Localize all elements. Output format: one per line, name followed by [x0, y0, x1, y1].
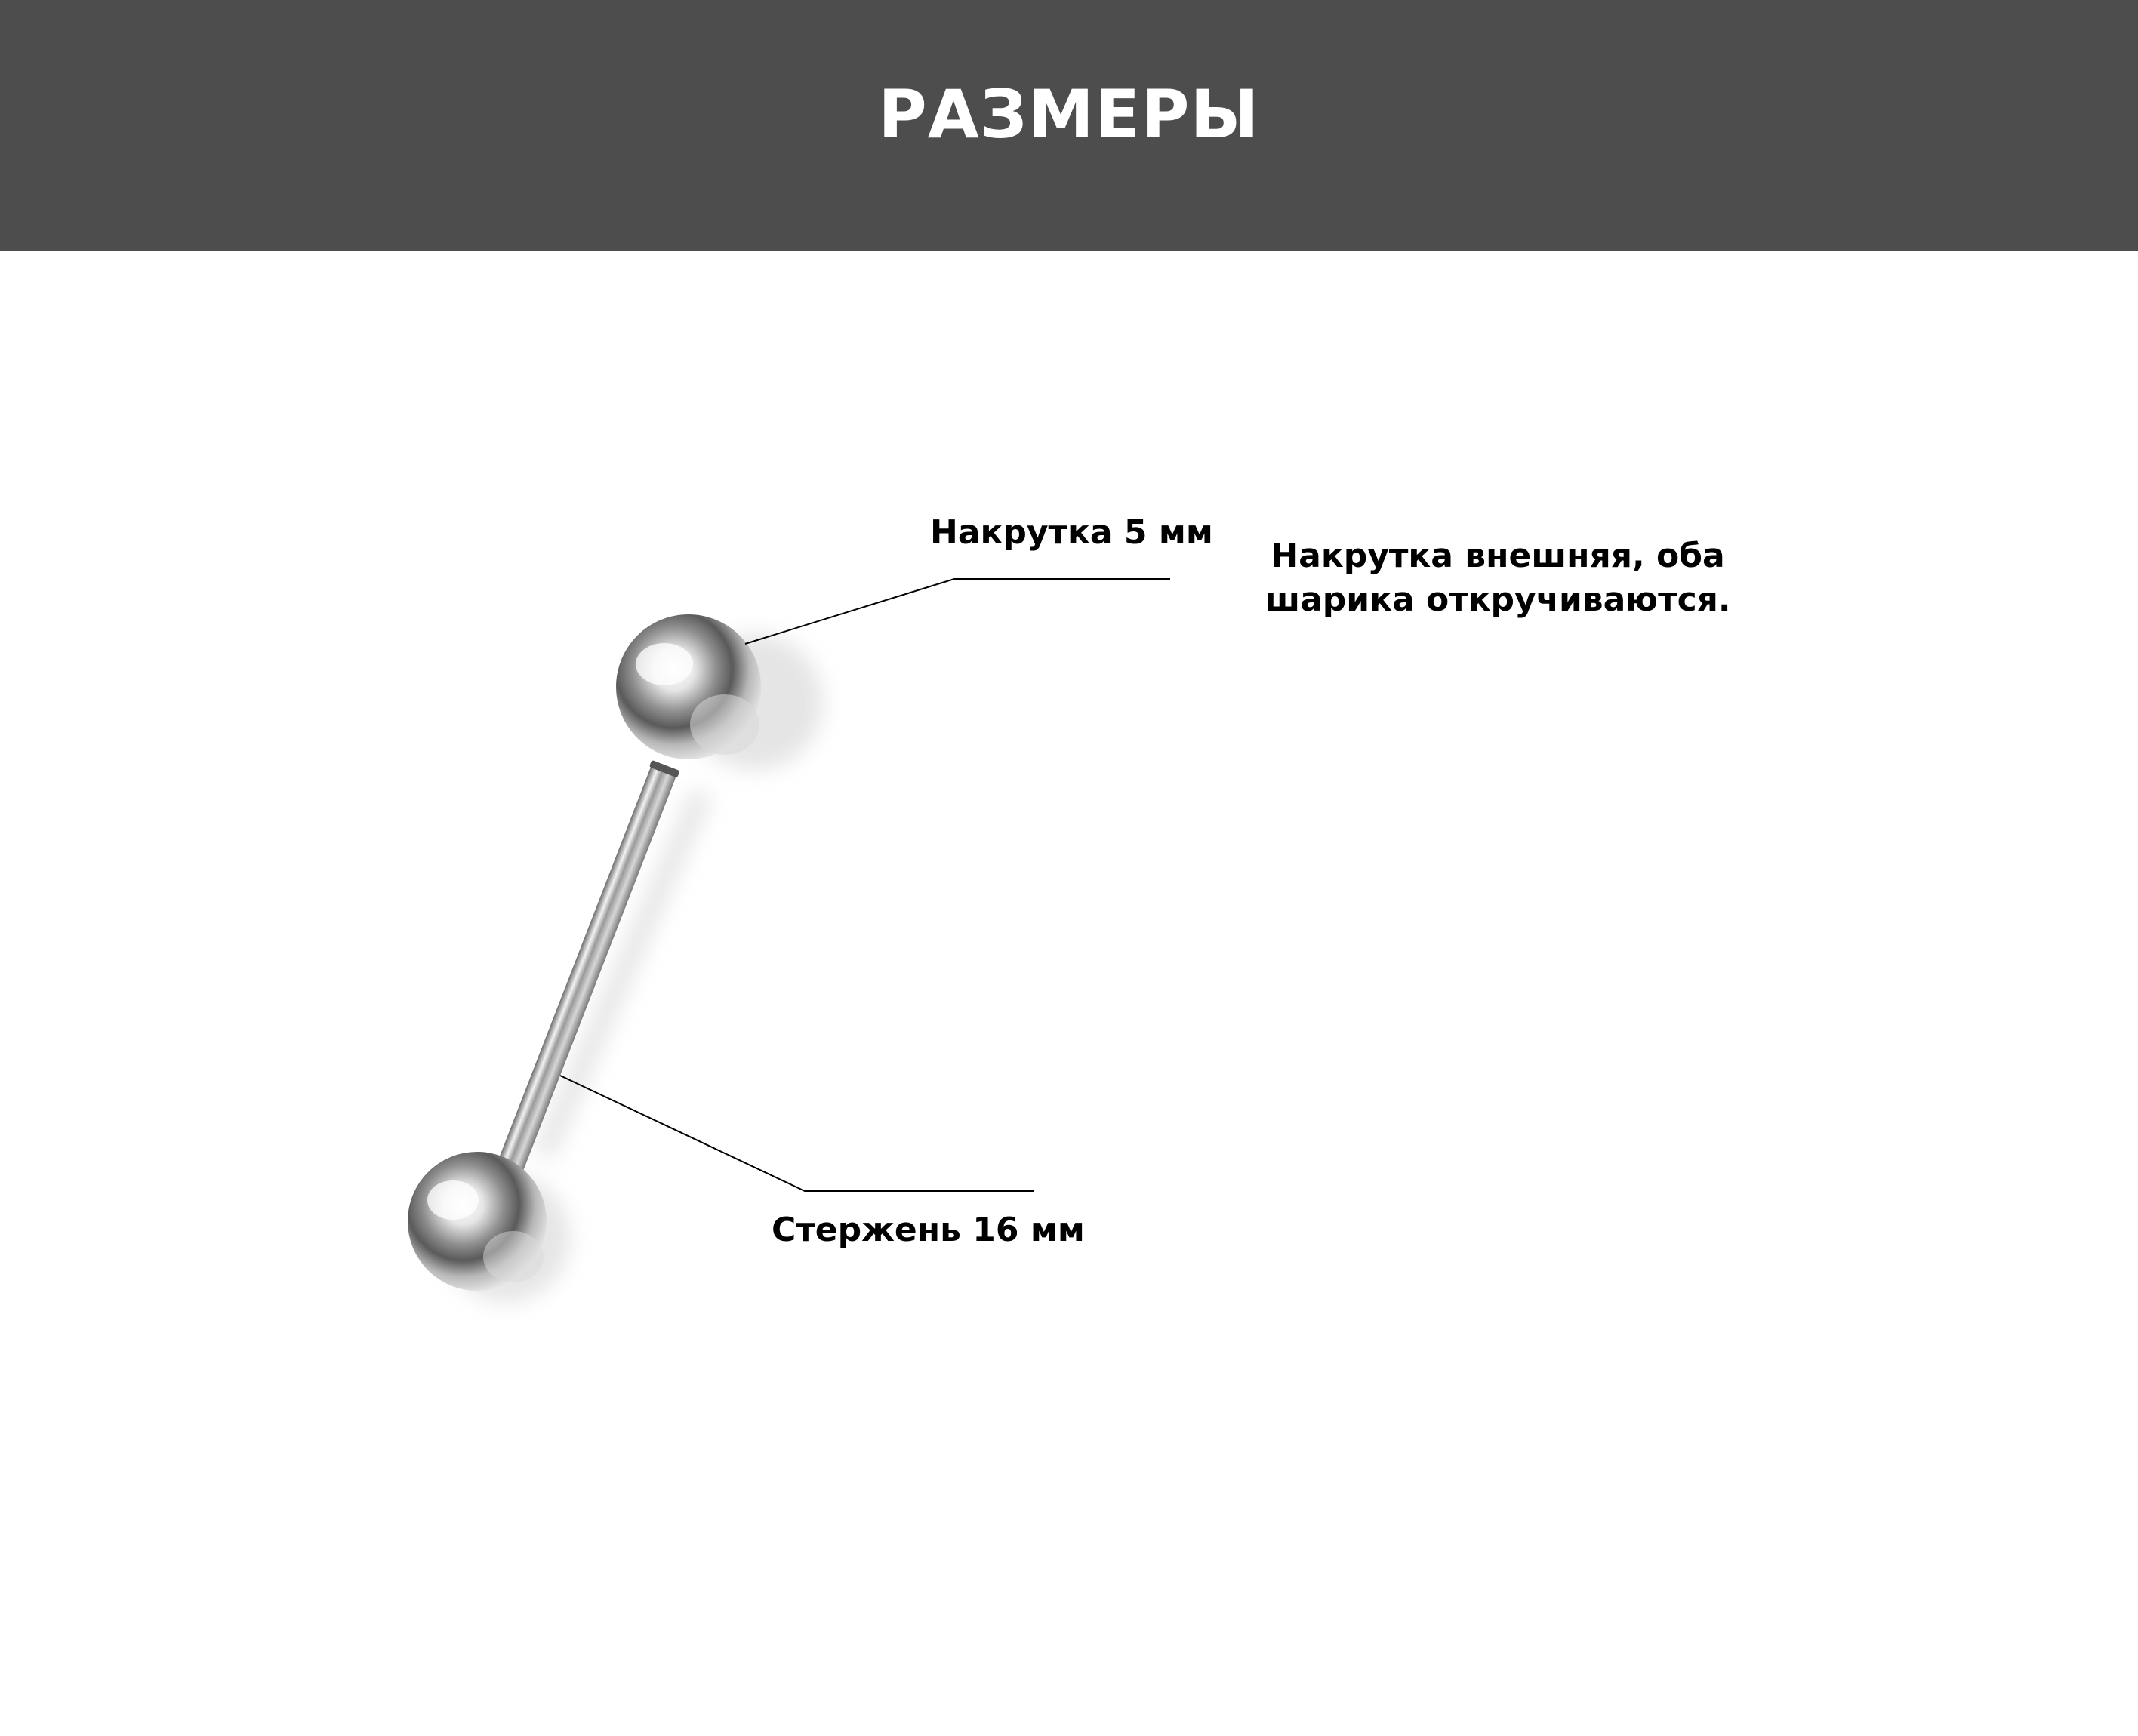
page-title: РАЗМЕРЫ	[878, 75, 1260, 153]
top-ball	[616, 614, 761, 759]
rod-length-label: Стержень 16 мм	[772, 1211, 1085, 1249]
rod-leader-line	[560, 1076, 1034, 1191]
nut-note-text: Накрутка внешняя, оба шарика откручиваются.	[1265, 537, 1731, 619]
nut-size-label: Накрутка 5 мм	[930, 513, 1213, 552]
barbell-rod	[491, 760, 679, 1183]
bottom-ball	[408, 1152, 547, 1291]
nut-leader-line	[745, 579, 1170, 644]
